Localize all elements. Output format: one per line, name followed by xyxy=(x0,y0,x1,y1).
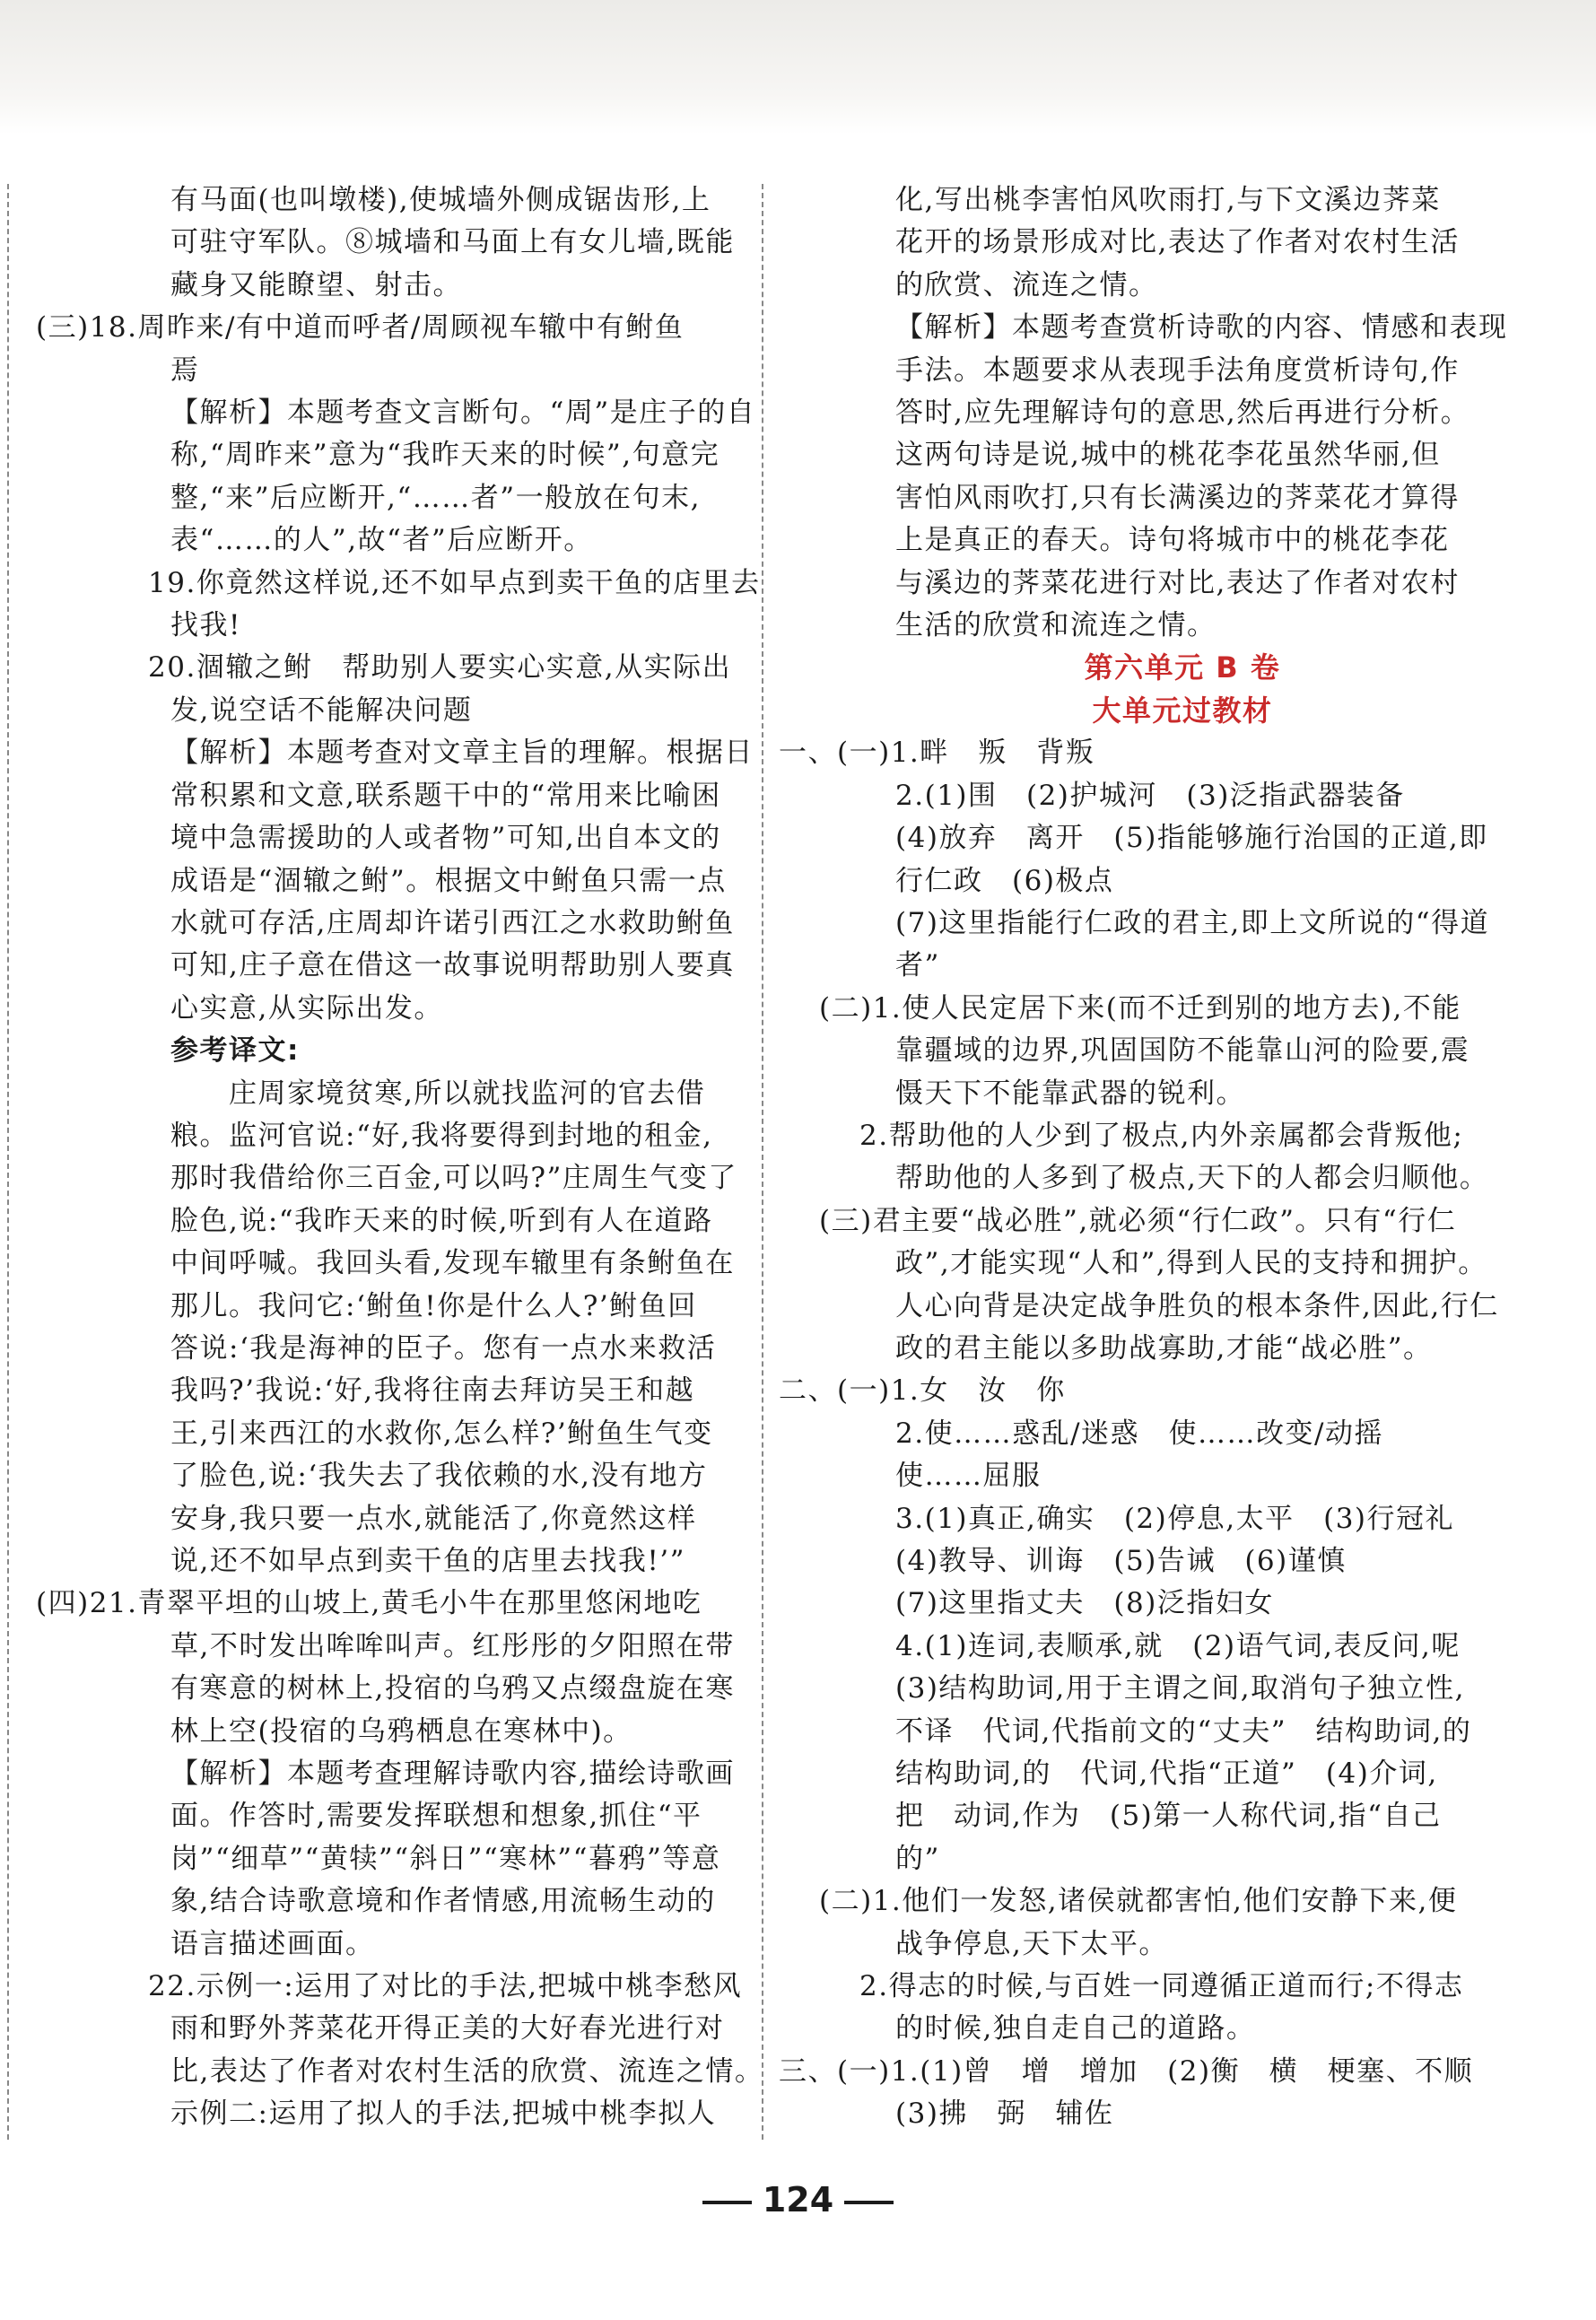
page-number xyxy=(0,2180,1596,2220)
text-line: 那时我借给你三百金,可以吗?”庄周生气变了 xyxy=(170,1162,737,1195)
text-line: 者” xyxy=(895,949,940,982)
text-line: 第六单元 B 卷 xyxy=(1084,650,1281,685)
text-line: (三)君主要“战必胜”,就必须“行仁政”。只有“行仁 xyxy=(819,1204,1457,1237)
text-line: 水就可存活,庄周却许诺引西江之水救助鲋鱼 xyxy=(170,906,735,939)
text-line: 象,结合诗歌意境和作者情感,用流畅生动的 xyxy=(170,1885,716,1918)
text-line: 二、(一)1.女 汝 你 xyxy=(779,1374,1066,1408)
text-line: 2.使……惑乱/迷惑 使……改变/动摇 xyxy=(895,1417,1383,1450)
text-line: (7)这里指丈夫 (8)泛指妇女 xyxy=(895,1587,1274,1620)
text-line: 我吗?’我说:‘好,我将往南去拜访吴王和越 xyxy=(170,1374,695,1408)
text-line: 的时候,独自走自己的道路。 xyxy=(895,2012,1256,2045)
text-line: 可知,庄子意在借这一故事说明帮助别人要真 xyxy=(170,949,735,982)
text-line: 2.帮助他的人少到了极点,内外亲属都会背叛他; xyxy=(859,1119,1464,1152)
page-number-text: 124 xyxy=(762,2180,834,2220)
text-line: 帮助他的人多到了极点,天下的人都会归顺他。 xyxy=(895,1162,1489,1195)
text-line: 这两句诗是说,城中的桃花李花虽然华丽,但 xyxy=(895,439,1441,472)
text-line: 庄周家境贫寒,所以就找监河的官去借 xyxy=(170,1077,706,1110)
text-line: 参考译文: xyxy=(170,1034,300,1068)
text-line: 找我! xyxy=(170,609,241,642)
column-divider xyxy=(762,184,763,2140)
page-top-shadow xyxy=(0,0,1596,135)
page-number-dash-left xyxy=(702,2201,752,2204)
text-line: (7)这里指能行仁政的君主,即上文所说的“得道 xyxy=(895,906,1490,939)
text-line: 19.你竟然这样说,还不如早点到卖干鱼的店里去 xyxy=(148,566,761,599)
text-line: 岗”“细草”“黄犊”“斜日”“寒林”“暮鸦”等意 xyxy=(170,1842,721,1875)
text-line: 草,不时发出哞哞叫声。红彤彤的夕阳照在带 xyxy=(170,1629,735,1662)
text-line: 说,还不如早点到卖干鱼的店里去找我!’” xyxy=(170,1545,686,1577)
text-line: 政的君主能以多助战寡助,才能“战必胜”。 xyxy=(895,1331,1433,1365)
text-line: 粮。监河官说:“好,我将要得到封地的租金, xyxy=(170,1119,713,1152)
text-line: 政”,才能实现“人和”,得到人民的支持和拥护。 xyxy=(895,1247,1487,1280)
text-line: (4)放弃 离开 (5)指能够施行治国的正道,即 xyxy=(895,822,1488,855)
text-line: (四)21.青翠平坦的山坡上,黄毛小牛在那里悠闲地吃 xyxy=(36,1587,702,1620)
text-line: 心实意,从实际出发。 xyxy=(170,991,443,1025)
text-line: 境中急需援助的人或者物”可知,出自本文的 xyxy=(170,822,721,855)
text-line: 有寒意的树林上,投宿的乌鸦又点缀盘旋在寒 xyxy=(170,1672,735,1705)
text-line: 那儿。我问它:‘鲋鱼!你是什么人?’鲋鱼回 xyxy=(170,1289,697,1322)
text-line: 与溪边的荠菜花进行对比,表达了作者对农村 xyxy=(895,566,1460,599)
text-line: 比,表达了作者对农村生活的欣赏、流连之情。 xyxy=(170,2054,764,2088)
text-line: 【解析】本题考查赏析诗歌的内容、情感和表现 xyxy=(895,311,1508,345)
text-line: 的欣赏、流连之情。 xyxy=(895,268,1158,301)
text-line: 焉 xyxy=(170,353,200,387)
text-line: 上是真正的春天。诗句将城市中的桃花李花 xyxy=(895,524,1450,557)
text-line: 整,“来”后应断开,“……者”一般放在句末, xyxy=(170,481,701,514)
text-line: 生活的欣赏和流连之情。 xyxy=(895,609,1217,642)
text-line: 中间呼喊。我回头看,发现车辙里有条鲋鱼在 xyxy=(170,1247,735,1280)
text-line: 手法。本题要求从表现手法角度赏析诗句,作 xyxy=(895,353,1460,387)
text-line: 花开的场景形成对比,表达了作者对农村生活 xyxy=(895,226,1460,259)
text-line: 可驻守军队。⑧城墙和马面上有女儿墙,既能 xyxy=(170,226,735,259)
text-line: 使……屈服 xyxy=(895,1460,1042,1493)
text-line: 害怕风雨吹打,只有长满溪边的荠菜花才算得 xyxy=(895,481,1460,514)
text-line: 示例二:运用了拟人的手法,把城中桃李拟人 xyxy=(170,2098,717,2131)
text-line: 慑天下不能靠武器的锐利。 xyxy=(895,1077,1245,1110)
text-line: 一、(一)1.畔 叛 背叛 xyxy=(779,737,1095,770)
text-line: 【解析】本题考查文言断句。“周”是庄子的自 xyxy=(170,397,756,430)
left-column xyxy=(36,179,764,2136)
text-line: 22.示例一:运用了对比的手法,把城中桃李愁风 xyxy=(148,1970,743,2003)
text-line: 三、(一)1.(1)曾 增 增加 (2)衡 横 梗塞、不顺 xyxy=(779,2054,1474,2088)
text-line: 脸色,说:“我昨天来的时候,听到有人在道路 xyxy=(170,1204,713,1237)
text-line: 林上空(投宿的乌鸦栖息在寒林中)。 xyxy=(170,1714,632,1748)
text-line: 人心向背是决定战争胜负的根本条件,因此,行仁 xyxy=(895,1289,1499,1322)
text-line: 成语是“涸辙之鲋”。根据文中鲋鱼只需一点 xyxy=(170,864,727,897)
text-line: (3)拂 弼 辅佐 xyxy=(895,2098,1114,2131)
right-column xyxy=(779,179,1586,2136)
text-line: 化,写出桃李害怕风吹雨打,与下文溪边荠菜 xyxy=(895,184,1441,216)
text-line: 行仁政 (6)极点 xyxy=(895,864,1114,897)
text-line: 【解析】本题考查对文章主旨的理解。根据日 xyxy=(170,737,754,770)
text-line: 答时,应先理解诗句的意思,然后再进行分析。 xyxy=(895,397,1470,430)
text-line: 把 动词,作为 (5)第一人称代词,指“自己 xyxy=(895,1800,1442,1833)
text-line: 安身,我只要一点水,就能活了,你竟然这样 xyxy=(170,1502,697,1535)
text-line: 发,说空话不能解决问题 xyxy=(170,693,473,727)
text-line: (4)教导、训诲 (5)告诫 (6)谨慎 xyxy=(895,1545,1347,1577)
text-line: 2.得志的时候,与百姓一同遵循正道而行;不得志 xyxy=(859,1970,1464,2003)
text-line: 称,“周昨来”意为“我昨天来的时候”,句意完 xyxy=(170,439,720,472)
text-line: 3.(1)真正,确实 (2)停息,太平 (3)行冠礼 xyxy=(895,1502,1455,1535)
left-margin-rule xyxy=(7,184,9,2140)
text-line: 面。作答时,需要发挥联想和想象,抓住“平 xyxy=(170,1800,702,1833)
text-line: 有马面(也叫墩楼),使城墙外侧成锯齿形,上 xyxy=(170,184,711,216)
text-line: 大单元过教材 xyxy=(1092,693,1273,728)
text-line: 雨和野外荠菜花开得正美的大好春光进行对 xyxy=(170,2012,725,2045)
text-line: 靠疆域的边界,巩固国防不能靠山河的险要,震 xyxy=(895,1034,1470,1068)
text-line: 藏身又能瞭望、射击。 xyxy=(170,268,462,301)
text-line: 结构助词,的 代词,代指“正道” (4)介词, xyxy=(895,1757,1438,1791)
text-line: 答说:‘我是海神的臣子。您有一点水来救活 xyxy=(170,1331,717,1365)
page-number-dash-right xyxy=(844,2201,894,2204)
text-line: 了脸色,说:‘我失去了我依赖的水,没有地方 xyxy=(170,1460,708,1493)
text-line: 2.(1)围 (2)护城河 (3)泛指武器装备 xyxy=(895,779,1405,812)
text-line: 语言描述画面。 xyxy=(170,1927,375,1960)
text-line: 战争停息,天下太平。 xyxy=(895,1927,1168,1960)
text-line: (二)1.他们一发怒,诸侯就都害怕,他们安静下来,便 xyxy=(819,1885,1458,1918)
text-line: 王,引来西江的水救你,怎么样?’鲋鱼生气变 xyxy=(170,1417,713,1450)
text-line: 【解析】本题考查理解诗歌内容,描绘诗歌画 xyxy=(170,1757,735,1791)
text-line: (二)1.使人民定居下来(而不迁到别的地方去),不能 xyxy=(819,991,1461,1025)
text-line: 表“……的人”,故“者”后应断开。 xyxy=(170,524,593,557)
text-line: 的” xyxy=(895,1842,940,1875)
text-line: 常积累和文意,联系题干中的“常用来比喻困 xyxy=(170,779,721,812)
text-line: 4.(1)连词,表顺承,就 (2)语气词,表反问,呢 xyxy=(895,1629,1461,1662)
text-line: 不译 代词,代指前文的“丈夫” 结构助词,的 xyxy=(895,1714,1472,1748)
text-line: 20.涸辙之鲋 帮助别人要实心实意,从实际出 xyxy=(148,651,732,685)
text-line: (三)18.周昨来/有中道而呼者/周顾视车辙中有鲋鱼 xyxy=(36,311,685,345)
text-line: (3)结构助词,用于主谓之间,取消句子独立性, xyxy=(895,1672,1465,1705)
